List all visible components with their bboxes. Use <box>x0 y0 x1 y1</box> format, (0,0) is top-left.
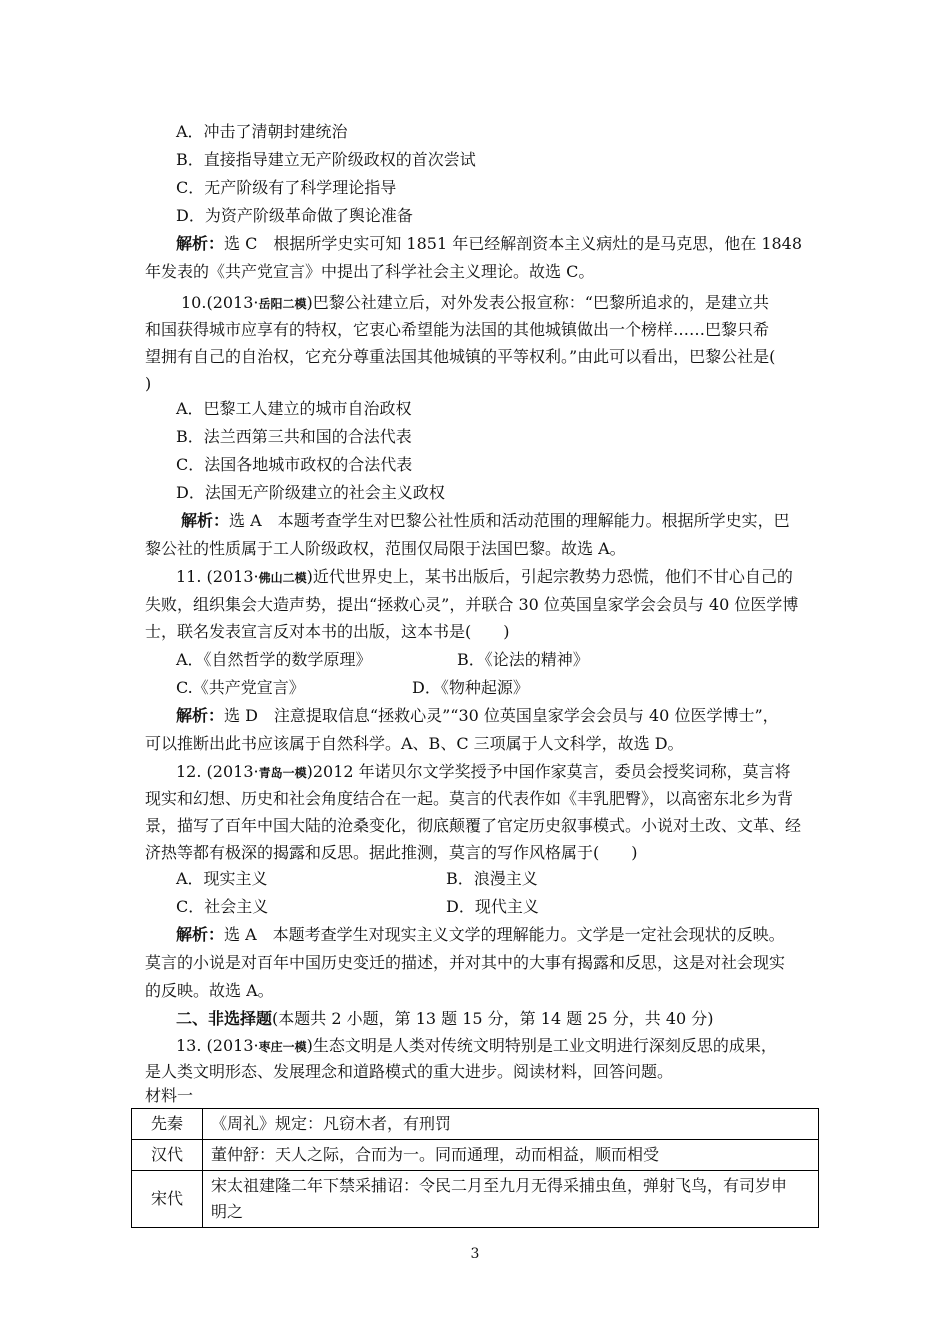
q11-option-b: B．《论法的精神》 <box>457 650 589 669</box>
q10-option-a: A．巴黎工人建立的城市自治政权 <box>176 399 412 418</box>
table-row <box>132 1171 819 1228</box>
question-source: 枣庄一模 <box>258 1040 307 1054</box>
analysis-label: 解析： <box>176 234 225 253</box>
q11-stem-line2: 失败，组织集会大造声势，提出“拯救心灵”，并联合 30 位英国皇家学会会员与 40 位医学博 <box>145 595 799 614</box>
q10-option-d: D．法国无产阶级建立的社会主义政权 <box>176 483 445 502</box>
table-row <box>132 1140 819 1171</box>
q10-analysis <box>181 509 790 533</box>
question-number: 12. (2013· <box>176 762 259 781</box>
question-source: 青岛一模 <box>258 766 307 780</box>
analysis-text: 选 A 本题考查学生对巴黎公社性质和活动范围的理解能力。根据所学史实，巴 <box>229 511 790 530</box>
q12-option-b: B．浪漫主义 <box>446 869 538 888</box>
q10-stem <box>181 291 769 316</box>
content-cell: 董仲舒：天人之际，合而为一。同而通理，动而相益，顺而相受 <box>203 1140 819 1171</box>
q9-option-d: D．为资产阶级革命做了舆论准备 <box>176 206 413 225</box>
q10-stem-line4: ) <box>145 374 152 393</box>
q12-stem-line2: 现实和幻想、历史和社会角度结合在一起。莫言的代表作如《丰乳肥臀》，以高密东北乡为背 <box>145 789 794 808</box>
analysis-label: 解析： <box>181 511 230 530</box>
material-label: 材料一 <box>145 1086 194 1105</box>
content-cell: 《周礼》规定：凡窃木者，有刑罚 <box>203 1109 819 1140</box>
q11-analysis-cont: 可以推断出此书应该属于自然科学。A、B、C 三项属于人文科学，故选 D。 <box>145 734 684 753</box>
content-line: 宋太祖建隆二年下禁采捕诏：令民二月至九月无得采捕虫鱼，弹射飞鸟，有司岁申 <box>211 1176 788 1195</box>
stem-text: )近代世界史上，某书出版后，引起宗教势力恐慌，他们不甘心自己的 <box>306 567 793 586</box>
q9-option-b: B．直接指导建立无产阶级政权的首次尝试 <box>176 150 476 169</box>
q13-stem <box>176 1034 777 1059</box>
q12-analysis-cont: 莫言的小说是对百年中国历史变迁的描述，并对其中的大事有揭露和反思，这是对社会现实 <box>145 953 786 972</box>
analysis-label: 解析： <box>176 706 225 725</box>
analysis-label: 解析： <box>176 925 225 944</box>
question-source: 佛山二模 <box>258 571 307 585</box>
q11-option-c: C.《共产党宣言》 <box>176 678 305 697</box>
q12-stem-line4: 济热等都有极深的揭露和反思。据此推测，莫言的写作风格属于( ) <box>145 843 638 862</box>
material-table <box>131 1108 819 1228</box>
q11-analysis <box>176 704 779 728</box>
era-cell: 先秦 <box>132 1109 203 1140</box>
q10-analysis-cont: 黎公社的性质属于工人阶级政权，范围仅局限于法国巴黎。故选 A。 <box>145 539 626 558</box>
q9-option-c: C．无产阶级有了科学理论指导 <box>176 178 397 197</box>
page-number: 3 <box>470 1246 480 1262</box>
q10-stem-line2: 和国获得城市应享有的特权，它衷心希望能为法国的其他城镇做出一个榜样……巴黎只希 <box>145 320 770 339</box>
analysis-text: 选 C 根据所学史实可知 1851 年已经解剖资本主义病灶的是马克思，他在 1848 <box>224 234 803 253</box>
stem-text: )2012 年诺贝尔文学奖授予中国作家莫言，委员会授奖词称，莫言将 <box>306 762 791 781</box>
q11-stem <box>176 565 793 590</box>
section-title: 二、非选择题 <box>176 1009 273 1028</box>
content-cell <box>203 1171 819 1228</box>
q12-option-a: A．现实主义 <box>176 869 268 888</box>
q10-option-c: C．法国各地城市政权的合法代表 <box>176 455 413 474</box>
era-cell: 汉代 <box>132 1140 203 1171</box>
question-number: 13. (2013· <box>176 1036 259 1055</box>
q12-analysis <box>176 923 785 947</box>
q10-option-b: B．法兰西第三共和国的合法代表 <box>176 427 412 446</box>
q11-option-d: D．《物种起源》 <box>412 678 529 697</box>
stem-text: )巴黎公社建立后，对外发表公报宣称：“巴黎所追求的，是建立共 <box>306 293 769 312</box>
q9-analysis <box>176 232 802 256</box>
q11-option-a: A．《自然哲学的数学原理》 <box>176 650 372 669</box>
q11-stem-line3: 士，联名发表宣言反对本书的出版，这本书是( ) <box>145 622 510 641</box>
q12-stem-line3: 景，描写了百年中国大陆的沧桑变化，彻底颠覆了官定历史叙事模式。小说对土改、文革、经 <box>145 816 802 835</box>
question-number: 10.(2013· <box>181 293 259 312</box>
q12-option-d: D．现代主义 <box>446 897 539 916</box>
stem-text: )生态文明是人类对传统文明特别是工业文明进行深刻反思的成果， <box>306 1036 777 1055</box>
q12-option-c: C．社会主义 <box>176 897 269 916</box>
analysis-text: 选 D 注意提取信息“拯救心灵”“30 位英国皇家学会会员与 40 位医学博士”， <box>224 706 779 725</box>
q9-option-a: A．冲击了清朝封建统治 <box>176 122 348 141</box>
section2-heading <box>176 1007 714 1031</box>
q13-stem-line2: 是人类文明形态、发展理念和道路模式的重大进步。阅读材料，回答问题。 <box>145 1062 674 1081</box>
content-line: 明之 <box>211 1202 244 1221</box>
analysis-text: 选 A 本题考查学生对现实主义文学的理解能力。文学是一定社会现状的反映。 <box>224 925 785 944</box>
question-source: 岳阳二模 <box>258 297 307 311</box>
question-number: 11. (2013· <box>176 567 259 586</box>
q12-analysis-cont2: 的反映。故选 A。 <box>145 981 274 1000</box>
table-row <box>132 1109 819 1140</box>
era-cell: 宋代 <box>132 1171 203 1228</box>
q9-analysis-cont: 年发表的《共产党宣言》中提出了科学社会主义理论。故选 C。 <box>145 262 595 281</box>
q12-stem <box>176 760 791 785</box>
section-desc: (本题共 2 小题，第 13 题 15 分，第 14 题 25 分，共 40 分) <box>272 1009 714 1028</box>
q10-stem-line3: 望拥有自己的自治权，它充分尊重法国其他城镇的平等权利。”由此可以看出，巴黎公社是( <box>145 347 776 366</box>
